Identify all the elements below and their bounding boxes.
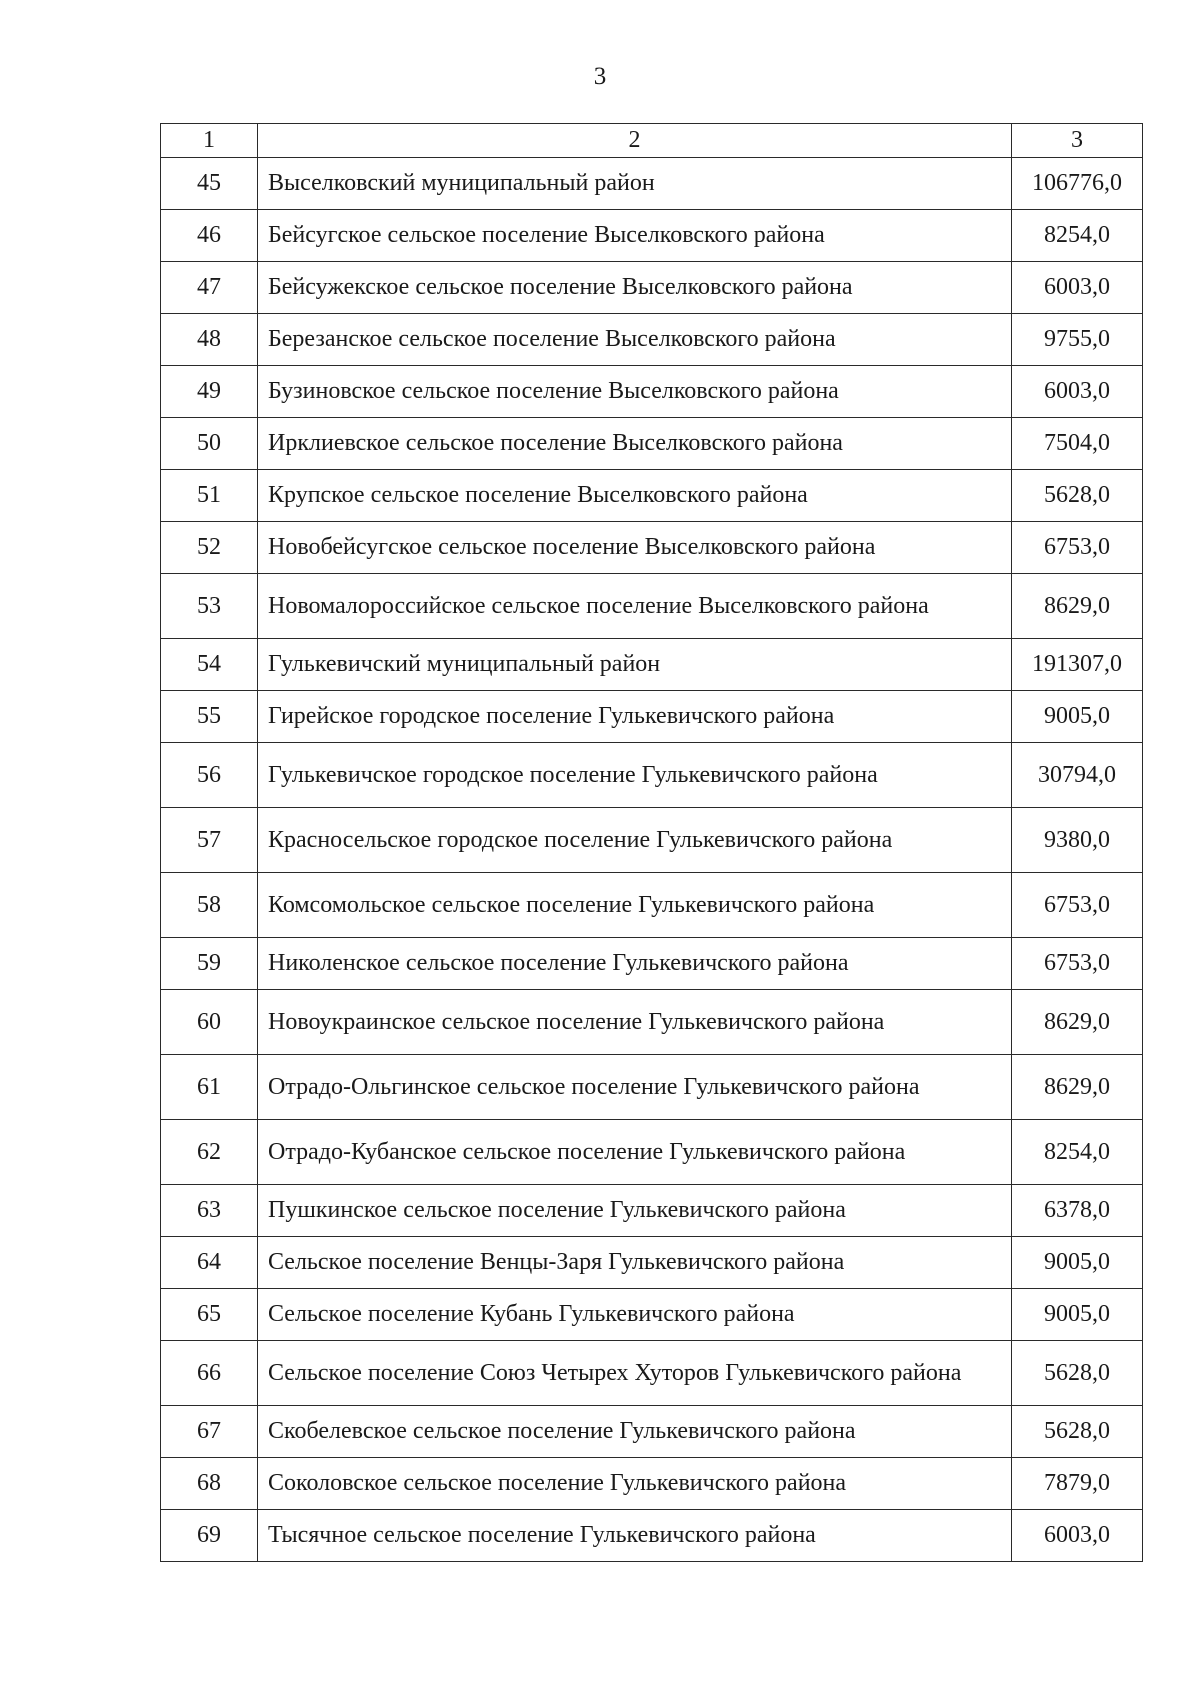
row-value: 8629,0 <box>1012 990 1143 1055</box>
row-value: 6753,0 <box>1012 938 1143 990</box>
row-name: Соколовское сельское поселение Гулькевичского района <box>258 1458 1012 1510</box>
row-value: 191307,0 <box>1012 639 1143 691</box>
row-value: 30794,0 <box>1012 743 1143 808</box>
table-row <box>161 743 1143 808</box>
column-header-value: 3 <box>1012 124 1143 158</box>
row-number: 66 <box>161 1341 258 1406</box>
row-name: Отрадо-Кубанское сельское поселение Гулькевичского района <box>258 1120 1012 1185</box>
row-value: 9005,0 <box>1012 1237 1143 1289</box>
table-row <box>161 522 1143 574</box>
table-row <box>161 1406 1143 1458</box>
row-value: 8629,0 <box>1012 574 1143 639</box>
row-number: 46 <box>161 210 258 262</box>
row-value: 7879,0 <box>1012 1458 1143 1510</box>
row-name: Выселковский муниципальный район <box>258 158 1012 210</box>
row-number: 65 <box>161 1289 258 1341</box>
table-row <box>161 639 1143 691</box>
row-number: 64 <box>161 1237 258 1289</box>
row-value: 6753,0 <box>1012 522 1143 574</box>
row-name: Комсомольское сельское поселение Гулькевичского района <box>258 873 1012 938</box>
row-name: Бейсужекское сельское поселение Выселковского района <box>258 262 1012 314</box>
table-row <box>161 314 1143 366</box>
row-value: 5628,0 <box>1012 470 1143 522</box>
row-number: 55 <box>161 691 258 743</box>
row-number: 51 <box>161 470 258 522</box>
row-name: Пушкинское сельское поселение Гулькевичского района <box>258 1185 1012 1237</box>
table-row <box>161 1510 1143 1562</box>
row-name: Тысячное сельское поселение Гулькевичского района <box>258 1510 1012 1562</box>
row-number: 68 <box>161 1458 258 1510</box>
row-number: 53 <box>161 574 258 639</box>
row-value: 6003,0 <box>1012 1510 1143 1562</box>
table-row <box>161 938 1143 990</box>
row-name: Новомалороссийское сельское поселение Выселковского района <box>258 574 1012 639</box>
row-value: 6753,0 <box>1012 873 1143 938</box>
table-row <box>161 1120 1143 1185</box>
table-row <box>161 418 1143 470</box>
row-number: 49 <box>161 366 258 418</box>
row-value: 8254,0 <box>1012 210 1143 262</box>
row-number: 62 <box>161 1120 258 1185</box>
table-row <box>161 1458 1143 1510</box>
row-name: Отрадо-Ольгинское сельское поселение Гулькевичского района <box>258 1055 1012 1120</box>
row-value: 6003,0 <box>1012 262 1143 314</box>
row-name: Березанское сельское поселение Выселковского района <box>258 314 1012 366</box>
row-name: Гирейское городское поселение Гулькевичского района <box>258 691 1012 743</box>
row-number: 69 <box>161 1510 258 1562</box>
row-value: 9380,0 <box>1012 808 1143 873</box>
table-row <box>161 262 1143 314</box>
row-name: Сельское поселение Союз Четырех Хуторов Гулькевичского района <box>258 1341 1012 1406</box>
row-value: 6378,0 <box>1012 1185 1143 1237</box>
row-value: 7504,0 <box>1012 418 1143 470</box>
row-name: Сельское поселение Венцы-Заря Гулькевичского района <box>258 1237 1012 1289</box>
row-name: Сельское поселение Кубань Гулькевичского района <box>258 1289 1012 1341</box>
column-header-name: 2 <box>258 124 1012 158</box>
row-value: 8254,0 <box>1012 1120 1143 1185</box>
row-number: 59 <box>161 938 258 990</box>
table-row <box>161 1185 1143 1237</box>
table-row <box>161 470 1143 522</box>
page-number: 3 <box>593 63 607 90</box>
row-name: Гулькевичский муниципальный район <box>258 639 1012 691</box>
row-name: Новоукраинское сельское поселение Гулькевичского района <box>258 990 1012 1055</box>
row-name: Гулькевичское городское поселение Гулькевичского района <box>258 743 1012 808</box>
row-number: 67 <box>161 1406 258 1458</box>
row-number: 52 <box>161 522 258 574</box>
row-number: 57 <box>161 808 258 873</box>
table-row <box>161 873 1143 938</box>
row-value: 5628,0 <box>1012 1406 1143 1458</box>
row-value: 8629,0 <box>1012 1055 1143 1120</box>
row-value: 9005,0 <box>1012 691 1143 743</box>
row-number: 45 <box>161 158 258 210</box>
table-row <box>161 1237 1143 1289</box>
row-number: 61 <box>161 1055 258 1120</box>
table-row <box>161 158 1143 210</box>
table-row <box>161 1055 1143 1120</box>
row-value: 9755,0 <box>1012 314 1143 366</box>
table-row <box>161 574 1143 639</box>
allocation-table <box>160 123 1143 1562</box>
row-name: Бейсугское сельское поселение Выселковского района <box>258 210 1012 262</box>
table-row <box>161 210 1143 262</box>
row-name: Ирклиевское сельское поселение Выселковского района <box>258 418 1012 470</box>
row-value: 9005,0 <box>1012 1289 1143 1341</box>
row-name: Новобейсугское сельское поселение Выселковского района <box>258 522 1012 574</box>
row-name: Скобелевское сельское поселение Гулькевичского района <box>258 1406 1012 1458</box>
row-number: 48 <box>161 314 258 366</box>
table-row <box>161 808 1143 873</box>
row-name: Николенское сельское поселение Гулькевичского района <box>258 938 1012 990</box>
row-number: 63 <box>161 1185 258 1237</box>
row-name: Бузиновское сельское поселение Выселковского района <box>258 366 1012 418</box>
column-header-number: 1 <box>161 124 258 158</box>
row-number: 58 <box>161 873 258 938</box>
row-name: Крупское сельское поселение Выселковского района <box>258 470 1012 522</box>
row-value: 6003,0 <box>1012 366 1143 418</box>
table-row <box>161 990 1143 1055</box>
row-number: 56 <box>161 743 258 808</box>
row-number: 50 <box>161 418 258 470</box>
row-number: 60 <box>161 990 258 1055</box>
table-row <box>161 1341 1143 1406</box>
row-value: 106776,0 <box>1012 158 1143 210</box>
table-row <box>161 1289 1143 1341</box>
table-header-row <box>161 124 1143 158</box>
table-row <box>161 691 1143 743</box>
table-row <box>161 366 1143 418</box>
row-name: Красносельское городское поселение Гулькевичского района <box>258 808 1012 873</box>
row-number: 54 <box>161 639 258 691</box>
row-value: 5628,0 <box>1012 1341 1143 1406</box>
row-number: 47 <box>161 262 258 314</box>
